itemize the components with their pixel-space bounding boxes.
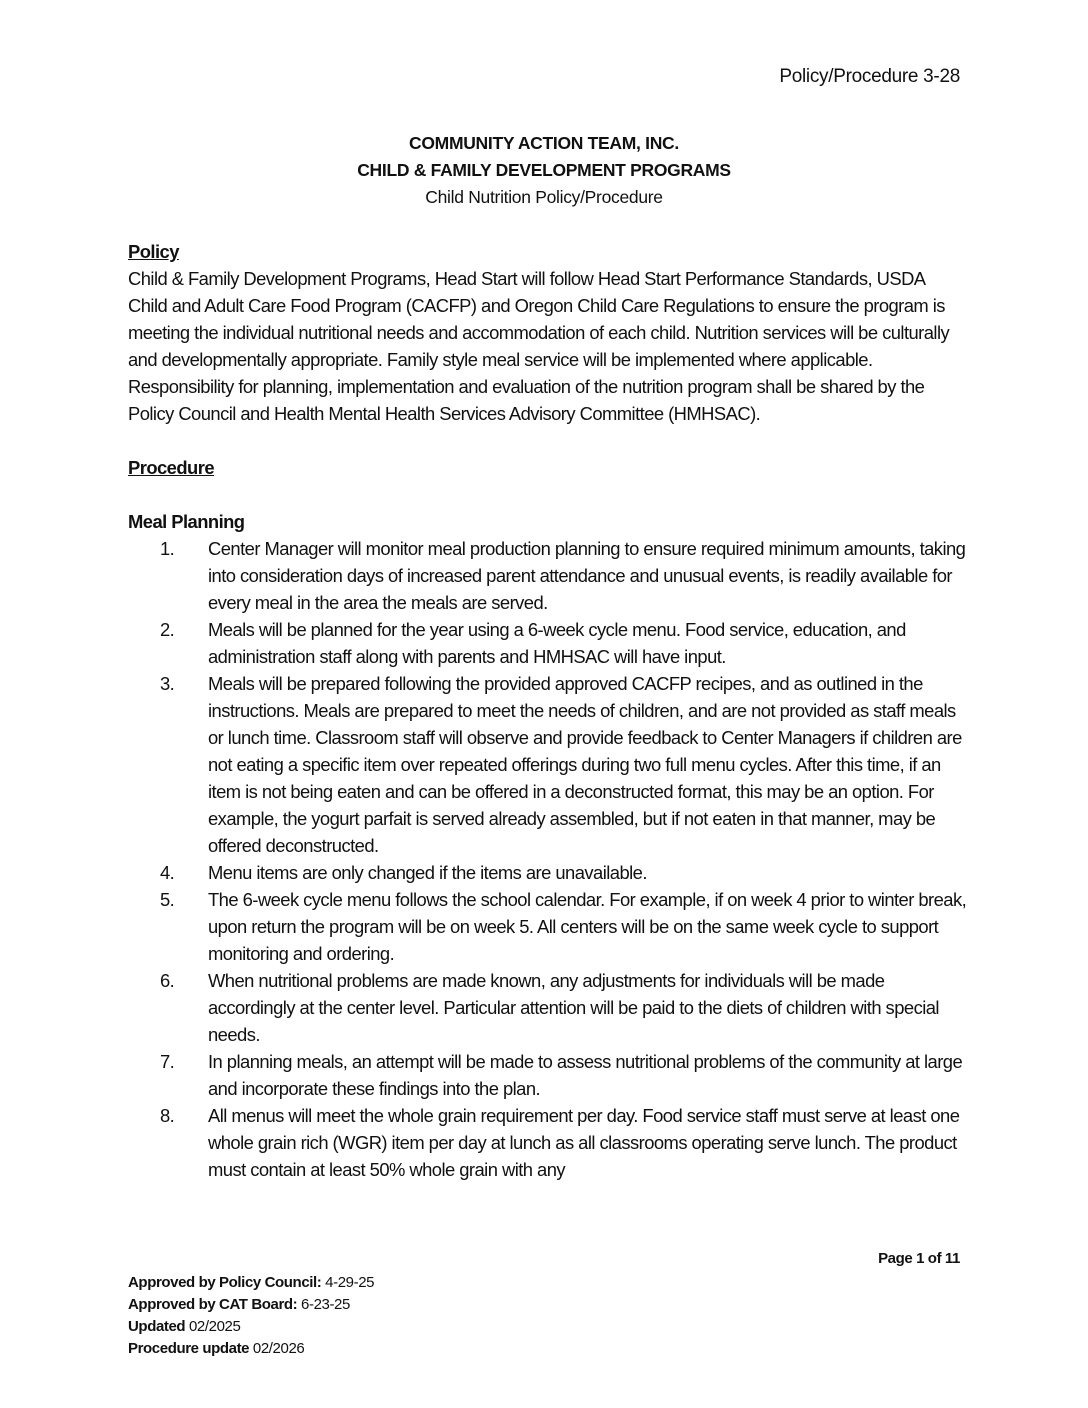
meal-planning-heading: Meal Planning	[128, 511, 245, 532]
list-text: Meals will be planned for the year using a 6-week cycle menu. Food service, education, and administration staff along with parents and HMHSAC will have input.	[208, 619, 906, 667]
procedure-heading: Procedure	[128, 457, 215, 478]
footer-line-updated	[128, 1316, 374, 1338]
procedure-section	[128, 454, 968, 1183]
meal-planning-list	[128, 535, 968, 1183]
list-number: 7.	[160, 1051, 175, 1072]
list-item	[128, 859, 968, 886]
footer-value: 4-29-25	[321, 1274, 375, 1291]
footer-label: Updated	[128, 1318, 186, 1335]
list-text: Center Manager will monitor meal production planning to ensure required minimum amounts, taking into consideration days of increased parent attendance and unusual events, is readily available for every meal in the area the meals are served.	[208, 538, 966, 613]
page-number: Page 1 of 11	[878, 1250, 960, 1267]
document-title: Child Nutrition Policy/Procedure	[425, 187, 663, 207]
title-block	[0, 130, 1088, 211]
policy-section	[128, 238, 968, 427]
list-item	[128, 616, 968, 670]
footer-label: Approved by CAT Board:	[128, 1296, 298, 1313]
list-item	[128, 670, 968, 859]
list-number: 2.	[160, 619, 175, 640]
footer-value: 6-23-25	[297, 1296, 350, 1313]
list-number: 5.	[160, 889, 175, 910]
list-item	[128, 967, 968, 1048]
program-name: CHILD & FAMILY DEVELOPMENT PROGRAMS	[357, 160, 731, 180]
policy-heading: Policy	[128, 241, 179, 262]
list-number: 8.	[160, 1105, 175, 1126]
footer-label: Procedure update	[128, 1340, 250, 1357]
list-text: In planning meals, an attempt will be made to assess nutritional problems of the community at large and incorporate these findings into the plan.	[208, 1051, 963, 1099]
list-number: 1.	[160, 538, 175, 559]
organization-name: COMMUNITY ACTION TEAM, INC.	[409, 133, 679, 153]
policy-text: Child & Family Development Programs, Head Start will follow Head Start Performance Standards, USDA Child and Adult Care Food Program (CACFP) and Oregon Child Care Regulations to ensure the program is meeting the individual nutritional needs and accommodation of each child. Nutrition services will be culturally and developmentally appropriate. Family style meal service will be implemented where applicable. Responsibility for planning, implementation and evaluation of the nutrition program shall be shared by the Policy Council and Health Mental Health Services Advisory Committee (HMHSAC).	[128, 268, 950, 424]
footer-value: 02/2026	[249, 1340, 305, 1357]
list-text: The 6-week cycle menu follows the school calendar. For example, if on week 4 prior to winter break, upon return the program will be on week 5. All centers will be on the same week cycle to support monitoring and ordering.	[208, 889, 967, 964]
list-item	[128, 886, 968, 967]
list-item	[128, 1048, 968, 1102]
list-item	[128, 535, 968, 616]
footer-line-procedure-update	[128, 1338, 374, 1360]
list-number: 6.	[160, 970, 175, 991]
list-item	[128, 1102, 968, 1183]
footer-value: 02/2025	[185, 1318, 241, 1335]
document-body	[128, 238, 968, 1183]
footer-line-cat-board	[128, 1294, 374, 1316]
document-reference: Policy/Procedure 3-28	[779, 66, 960, 87]
list-number: 3.	[160, 673, 175, 694]
footer-line-policy-council	[128, 1272, 374, 1294]
footer-label: Approved by Policy Council:	[128, 1274, 322, 1291]
approval-footer	[128, 1272, 374, 1360]
list-text: Menu items are only changed if the items are unavailable.	[208, 862, 647, 883]
list-text: Meals will be prepared following the provided approved CACFP recipes, and as outlined in the instructions. Meals are prepared to meet the needs of children, and are not provided as staff meals or lunch time. Classroom staff will observe and provide feedback to Center Managers if children are not eating a specific item over repeated offerings during two full menu cycles. After this time, if an item is not being eaten and can be offered in a deconstructed format, this may be an option. For example, the yogurt parfait is served already assembled, but if not eaten in that manner, may be offered deconstructed.	[208, 673, 962, 856]
list-text: When nutritional problems are made known, any adjustments for individuals will be made accordingly at the center level. Particular attention will be paid to the diets of children with special needs.	[208, 970, 939, 1045]
list-text: All menus will meet the whole grain requirement per day. Food service staff must serve at least one whole grain rich (WGR) item per day at lunch as all classrooms operating serve lunch. The product must contain at least 50% whole grain with any	[208, 1105, 960, 1180]
list-number: 4.	[160, 862, 175, 883]
